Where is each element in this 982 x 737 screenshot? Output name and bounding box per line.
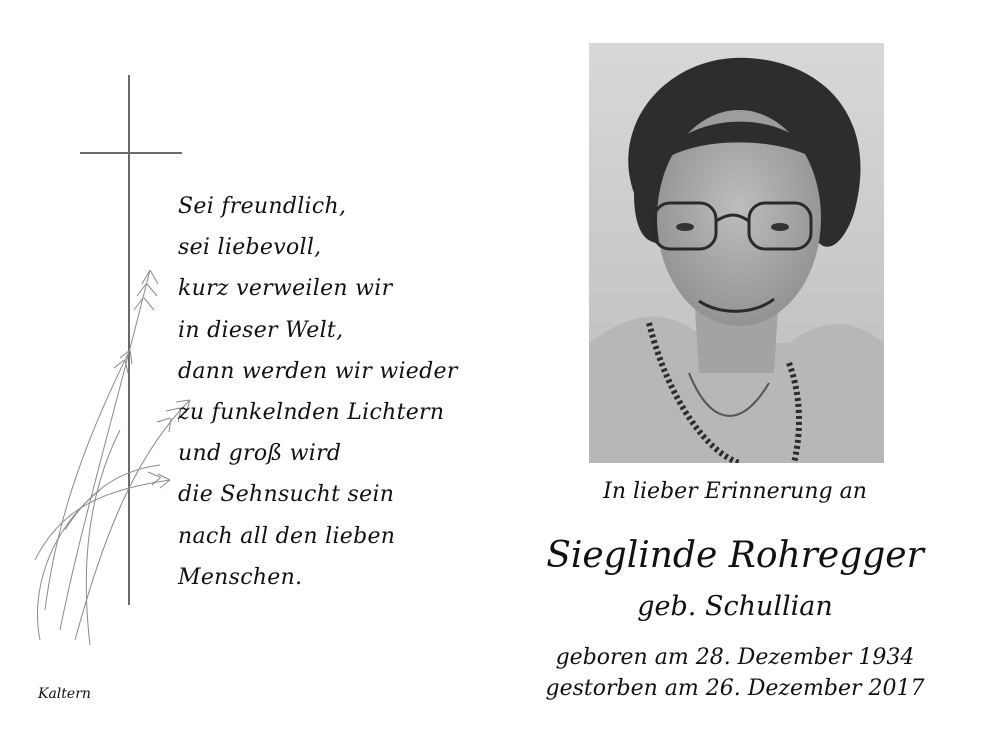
memorial-intro: In lieber Erinnerung an bbox=[603, 479, 867, 504]
poem-line: nach all den lieben bbox=[178, 523, 396, 549]
maiden-name: geb. Schullian bbox=[637, 591, 833, 622]
place-label: Kaltern bbox=[38, 686, 91, 702]
poem-line: und groß wird bbox=[178, 441, 342, 467]
poem-line: die Sehnsucht sein bbox=[178, 482, 395, 508]
cross-bar bbox=[80, 152, 182, 154]
poem-line: Menschen. bbox=[178, 564, 303, 590]
portrait-photo bbox=[589, 43, 884, 463]
poem-line: zu funkelnden Lichtern bbox=[178, 400, 445, 426]
death-date: gestorben am 26. Dezember 2017 bbox=[545, 676, 925, 701]
poem-line: sei liebevoll, bbox=[178, 235, 322, 261]
deceased-name: Sieglinde Rohregger bbox=[546, 535, 924, 576]
poem-line: dann werden wir wieder bbox=[178, 358, 458, 384]
birth-date: geboren am 28. Dezember 1934 bbox=[555, 645, 915, 670]
portrait-illustration bbox=[589, 43, 884, 463]
poem-line: Sei freundlich, bbox=[178, 194, 347, 219]
poem-line: in dieser Welt, bbox=[178, 317, 344, 343]
poem bbox=[178, 186, 458, 598]
poem-line: kurz verweilen wir bbox=[178, 276, 393, 302]
wheat-ears-icon bbox=[20, 230, 200, 650]
